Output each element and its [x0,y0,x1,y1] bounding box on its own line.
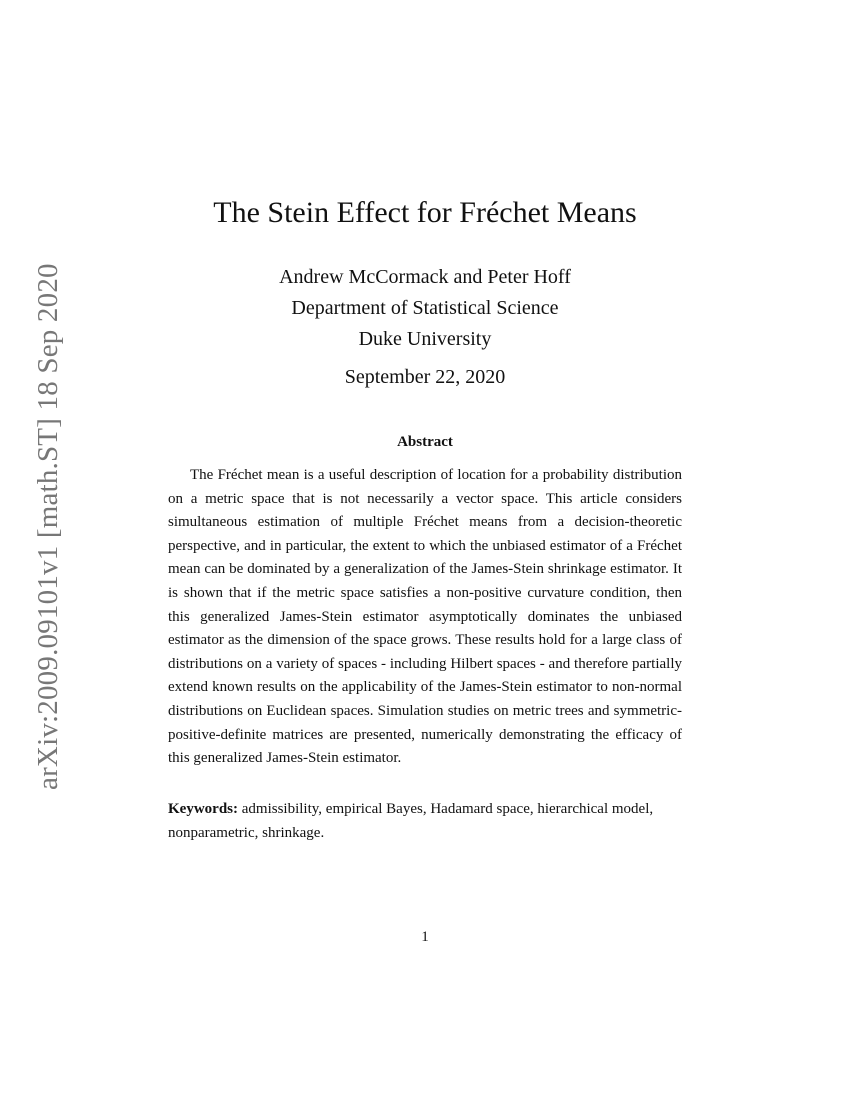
paper-date: September 22, 2020 [344,366,506,388]
author-names: Andrew McCormack and Peter Hoff [279,266,571,288]
paper-title: The Stein Effect for Fréchet Means [213,196,637,229]
abstract-heading: Abstract [397,434,453,450]
author-block [0,262,850,355]
arxiv-identifier-stamp: arXiv:2009.09101v1 [math.ST] 18 Sep 2020 [32,263,64,790]
author-department: Department of Statistical Science [291,297,559,319]
keywords-text: admissibility, empirical Bayes, Hadamard space, hierarchical model, nonparametric, shrinkage. [168,801,654,841]
keywords-label: Keywords: [168,801,238,817]
author-university: Duke University [358,328,492,350]
keywords [168,798,698,845]
page-number: 1 [421,929,429,945]
abstract-body: The Fréchet mean is a useful description of location for a probability distribution on a metric space that is not necessarily a vector space. This article considers simultaneous estimation of multiple Fréchet means from a decision-theoretic perspective, and in particular, the extent to which the unbiased estimator of a Fréchet mean can be dominated by a generalization of the James-Stein shrinkage estimator. It is shown that if the metric space satisfies a non-positive curvature condition, then this generalized James-Stein estimator asymptotically dominates the unbiased estimator as the dimension of the space grows. These results hold for a large class of distributions on a variety of spaces - including Hilbert spaces - and therefore partially extend known results on the applicability of the James-Stein estimator to non-normal distributions on Euclidean spaces. Simulation studies on metric trees and symmetric-positive-definite matrices are presented, numerically demonstrating the efficacy of this generalized James-Stein estimator. [168,467,682,767]
